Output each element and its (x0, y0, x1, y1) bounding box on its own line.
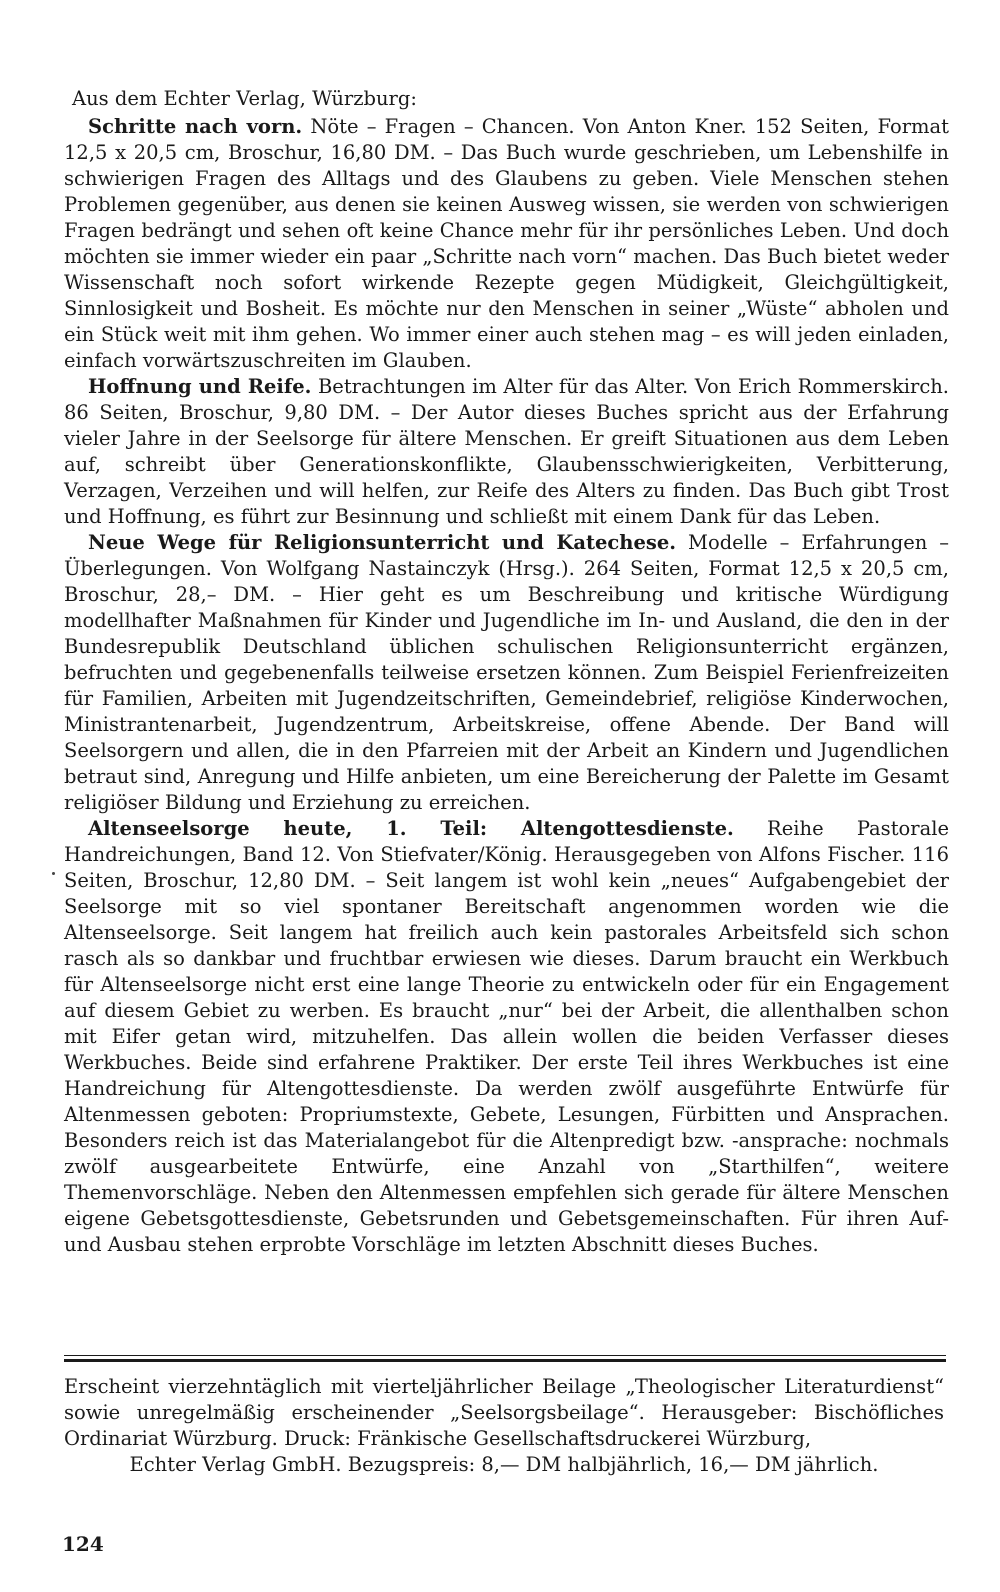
review-body: Nöte – Fragen – Chancen. Von Anton Kner. 152 Seiten, Format 12,5 x 20,5 cm, Broschur, 16,80 DM. – Das Buch wurde geschrieben, um Lebenshilfe in schwierigen Fragen des Alltags und des Glaubens zu geben. Viele Menschen stehen Problemen gegenüber, aus denen sie keinen Ausweg wissen, sie werden von schwierigen Fragen bedrängt und sehen oft keine Chance mehr für ihr persönliches Leben. Und doch möchten sie immer wieder ein paar „Schritte nach vorn“ machen. Das Buch bietet weder Wissenschaft noch sofort wirkende Rezepte gegen Müdigkeit, Gleichgültigkeit, Sinnlosigkeit und Bosheit. Es möchte nur den Menschen in seiner „Wüste“ abholen und ein Stück weit mit ihm gehen. Wo immer einer auch stehen mag – es will jeden einladen, einfach vorwärtszuschreiten im Glauben. (64, 115, 949, 372)
book-reviews (64, 114, 949, 1258)
divider-rule-thin (64, 1355, 946, 1356)
review-body: Betrachtungen im Alter für das Alter. Von Erich Rommerskirch. 86 Seiten, Broschur, 9,80 DM. – Der Autor dieses Buches spricht aus der Erfahrung vieler Jahre in der Seelsorge für ältere Menschen. Er greift Situationen aus dem Leben auf, schreibt über Generationskonflikte, Glaubensschwierigkeiten, Verbitterung, Verzagen, Verzeihen und will helfen, zur Reife des Alters zu finden. Das Buch gibt Trost und Hoffnung, es führt zur Besinnung und schließt mit einem Dank für das Leben. (64, 375, 949, 528)
review-schritte-nach-vorn (64, 114, 949, 374)
review-title: Hoffnung und Reife. (88, 375, 312, 398)
review-altenseelsorge-heute (64, 816, 949, 1258)
print-speck (52, 872, 55, 875)
review-neue-wege (64, 530, 949, 816)
page-number: 124 (62, 1532, 104, 1556)
colophon-last-line: Echter Verlag GmbH. Bezugspreis: 8,— DM halbjährlich, 16,— DM jährlich. (129, 1453, 879, 1476)
review-hoffnung-und-reife (64, 374, 949, 530)
review-title: Schritte nach vorn. (88, 115, 303, 138)
review-title: Neue Wege für Religionsunterricht und Katechese. (88, 531, 677, 554)
colophon-text: Erscheint vierzehntäglich mit vierteljährlicher Beilage „Theologischer Literaturdienst“ sowie unregelmäßig erscheinender „Seelsorgsbeilage“. Herausgeber: Bischöfliches Ordinariat Würzburg. Druck: Fränkische Gesellschaftsdruckerei Würzburg, (64, 1375, 944, 1450)
review-title: Altenseelsorge heute, 1. Teil: Altengottesdienste. (88, 817, 734, 840)
colophon (64, 1374, 944, 1478)
publisher-intro: Aus dem Echter Verlag, Würzburg: (72, 87, 417, 110)
review-body: Reihe Pastorale Handreichungen, Band 12. Von Stiefvater/König. Herausgegeben von Alfons Fischer. 116 Seiten, Broschur, 12,80 DM. – Seit langem ist wohl kein „neues“ Aufgabengebiet der Seelsorge mit so viel spontaner Bereitschaft angenommen worden wie die Altenseelsorge. Seit langem hat freilich auch kein pastorales Arbeitsfeld sich schon rasch als so dankbar und fruchtbar erwiesen wie dieses. Darum braucht ein Werkbuch für Altenseelsorge nicht erst eine lange Theorie zu entwickeln oder für ein Engagement auf diesem Gebiet zu werben. Es braucht „nur“ bei der Arbeit, die allenthalben schon mit Eifer getan wird, mitzuhelfen. Das allein wollen die beiden Verfasser dieses Werkbuches. Beide sind erfahrene Praktiker. Der erste Teil ihres Werkbuches ist eine Handreichung für Altengottesdienste. Da werden zwölf ausgeführte Entwürfe für Altenmessen geboten: Propriumstexte, Gebete, Lesungen, Fürbitten und Ansprachen. Besonders reich ist das Materialangebot für die Altenpredigt bzw. -ansprache: nochmals zwölf ausgearbeitete Entwürfe, eine Anzahl von „Starthilfen“, weitere Themenvorschläge. Neben den Altenmessen empfehlen sich gerade für ältere Menschen eigene Gebetsgottesdienste, Gebetsrunden und Gebetsgemeinschaften. Für ihren Auf- und Ausbau stehen erprobte Vorschläge im letzten Abschnitt dieses Buches. (64, 817, 949, 1256)
divider-rule-thick (64, 1359, 946, 1362)
review-body: Modelle – Erfahrungen – Überlegungen. Von Wolfgang Nastainczyk (Hrsg.). 264 Seiten, Format 12,5 x 20,5 cm, Broschur, 28,– DM. – Hier geht es um Beschreibung und kritische Würdigung modellhafter Maßnahmen für Kinder und Jugendliche im In- und Ausland, die den in der Bundesrepublik Deutschland üblichen schulischen Religionsunterricht ergänzen, befruchten und gegebenenfalls teilweise ersetzen können. Zum Beispiel Ferienfreizeiten für Familien, Arbeiten mit Jugendzeitschriften, Gemeindebrief, religiöse Kinderwochen, Ministrantenarbeit, Jugendzentrum, Arbeitskreise, offene Abende. Der Band will Seelsorgern und allen, die in den Pfarreien mit der Arbeit an Kindern und Jugendlichen betraut sind, Anregung und Hilfe anbieten, um eine Bereicherung der Palette im Gesamt religiöser Bildung und Erziehung zu erreichen. (64, 531, 949, 814)
